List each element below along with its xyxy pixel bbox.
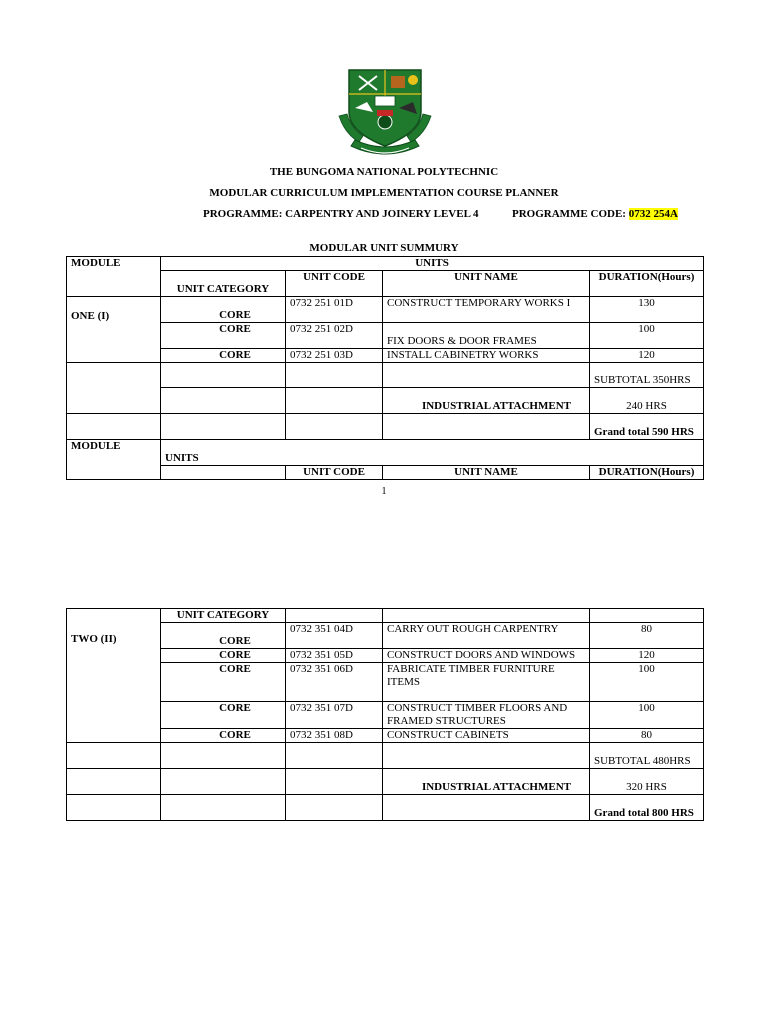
table-row xyxy=(67,623,704,649)
table-row xyxy=(67,702,704,729)
empty-cell xyxy=(161,363,286,388)
next-units-header: UNITS xyxy=(161,440,704,466)
industrial-attachment-label: INDUSTRIAL ATTACHMENT xyxy=(383,388,590,414)
subtotal: SUBTOTAL 350HRS xyxy=(590,363,704,388)
grand-total-row xyxy=(67,414,704,440)
next-unit-code-header: UNIT CODE xyxy=(286,466,383,480)
attachment-row xyxy=(67,769,704,795)
programme-code-value: 0732 254A xyxy=(628,208,678,220)
unit-name: INSTALL CABINETRY WORKS xyxy=(383,349,590,363)
empty-cell xyxy=(67,769,161,795)
empty-cell xyxy=(161,466,286,480)
empty-cell xyxy=(161,388,286,414)
empty-cell xyxy=(286,363,383,388)
empty-cell xyxy=(67,363,161,414)
unit-hours: 120 xyxy=(590,649,704,663)
unit-category: CORE xyxy=(161,649,286,663)
empty-cell xyxy=(286,795,383,821)
unit-code: 0732 351 08D xyxy=(286,729,383,743)
page-number: 1 xyxy=(381,486,387,497)
unit-category: CORE xyxy=(161,663,286,702)
unit-name: CONSTRUCT CABINETS xyxy=(383,729,590,743)
table-row xyxy=(67,663,704,702)
table-row xyxy=(67,649,704,663)
attachment-row xyxy=(67,388,704,414)
unit-code: 0732 351 07D xyxy=(286,702,383,729)
programme-code xyxy=(512,208,678,220)
subtotal-row xyxy=(67,743,704,769)
unit-category-header: UNIT CATEGORY xyxy=(161,609,286,623)
empty-cell xyxy=(67,414,161,440)
unit-code-header: UNIT CODE xyxy=(286,271,383,297)
empty-cell xyxy=(286,743,383,769)
unit-name: CONSTRUCT TEMPORARY WORKS I xyxy=(383,297,590,323)
unit-hours: 80 xyxy=(590,623,704,649)
grand-total-row xyxy=(67,795,704,821)
programme-name: PROGRAMME: CARPENTRY AND JOINERY LEVEL 4 xyxy=(203,208,479,220)
module-header: MODULE xyxy=(67,257,161,297)
unit-name: CARRY OUT ROUGH CARPENTRY xyxy=(383,623,590,649)
empty-cell xyxy=(67,795,161,821)
unit-code: 0732 351 04D xyxy=(286,623,383,649)
empty-cell xyxy=(161,743,286,769)
empty-cell xyxy=(383,743,590,769)
grand-total: Grand total 590 HRS xyxy=(590,414,704,440)
unit-code: 0732 251 03D xyxy=(286,349,383,363)
unit-hours: 80 xyxy=(590,729,704,743)
subtotal: SUBTOTAL 480HRS xyxy=(590,743,704,769)
unit-name: CONSTRUCT TIMBER FLOORS AND FRAMED STRUCTURES xyxy=(383,702,590,729)
institution-logo xyxy=(337,66,433,160)
empty-cell xyxy=(286,414,383,440)
module-cell xyxy=(67,609,161,743)
empty-cell xyxy=(286,388,383,414)
unit-category: CORE xyxy=(161,623,286,649)
unit-code: 0732 351 05D xyxy=(286,649,383,663)
table-row xyxy=(67,297,704,323)
table-row xyxy=(67,349,704,363)
empty-cell xyxy=(161,795,286,821)
empty-cell xyxy=(286,769,383,795)
unit-category: CORE xyxy=(161,297,286,323)
unit-hours: 130 xyxy=(590,297,704,323)
unit-name: FABRICATE TIMBER FURNITURE ITEMS xyxy=(383,663,590,702)
next-module-header: MODULE xyxy=(67,440,161,480)
unit-hours: 120 xyxy=(590,349,704,363)
empty-cell xyxy=(161,414,286,440)
table-row xyxy=(67,323,704,349)
empty-cell xyxy=(383,363,590,388)
unit-code: 0732 351 06D xyxy=(286,663,383,702)
empty-cell xyxy=(383,795,590,821)
unit-category: CORE xyxy=(161,702,286,729)
table-row xyxy=(67,729,704,743)
programme-code-label: PROGRAMME CODE: xyxy=(512,208,626,220)
unit-hours: 100 xyxy=(590,663,704,702)
unit-code: 0732 251 02D xyxy=(286,323,383,349)
empty-cell xyxy=(590,609,704,623)
module-name: ONE (I) xyxy=(67,297,161,363)
empty-cell xyxy=(383,414,590,440)
empty-cell xyxy=(161,769,286,795)
unit-category: CORE xyxy=(161,349,286,363)
module-one-table xyxy=(66,256,704,480)
attachment-hours: 240 HRS xyxy=(590,388,704,414)
units-header: UNITS xyxy=(161,257,704,271)
industrial-attachment-label: INDUSTRIAL ATTACHMENT xyxy=(383,769,590,795)
next-unit-name-header: UNIT NAME xyxy=(383,466,590,480)
unit-category: CORE xyxy=(161,323,286,349)
unit-name: CONSTRUCT DOORS AND WINDOWS xyxy=(383,649,590,663)
duration-header: DURATION(Hours) xyxy=(590,271,704,297)
unit-name: FIX DOORS & DOOR FRAMES xyxy=(383,323,590,349)
subtotal-row xyxy=(67,363,704,388)
institution-name: THE BUNGOMA NATIONAL POLYTECHNIC xyxy=(269,166,499,178)
empty-cell xyxy=(286,609,383,623)
unit-category-header: UNIT CATEGORY xyxy=(161,271,286,297)
unit-name-header: UNIT NAME xyxy=(383,271,590,297)
unit-hours: 100 xyxy=(590,702,704,729)
summary-title: MODULAR UNIT SUMMURY xyxy=(309,242,459,254)
empty-cell xyxy=(383,609,590,623)
unit-category: CORE xyxy=(161,729,286,743)
unit-code: 0732 251 01D xyxy=(286,297,383,323)
planner-title: MODULAR CURRICULUM IMPLEMENTATION COURSE PLANNER xyxy=(209,187,559,199)
grand-total: Grand total 800 HRS xyxy=(590,795,704,821)
module-name: TWO (II) xyxy=(71,633,117,645)
empty-cell xyxy=(67,743,161,769)
unit-hours: 100 xyxy=(590,323,704,349)
attachment-hours: 320 HRS xyxy=(590,769,704,795)
module-two-table xyxy=(66,608,704,821)
next-duration-header: DURATION(Hours) xyxy=(590,466,704,480)
